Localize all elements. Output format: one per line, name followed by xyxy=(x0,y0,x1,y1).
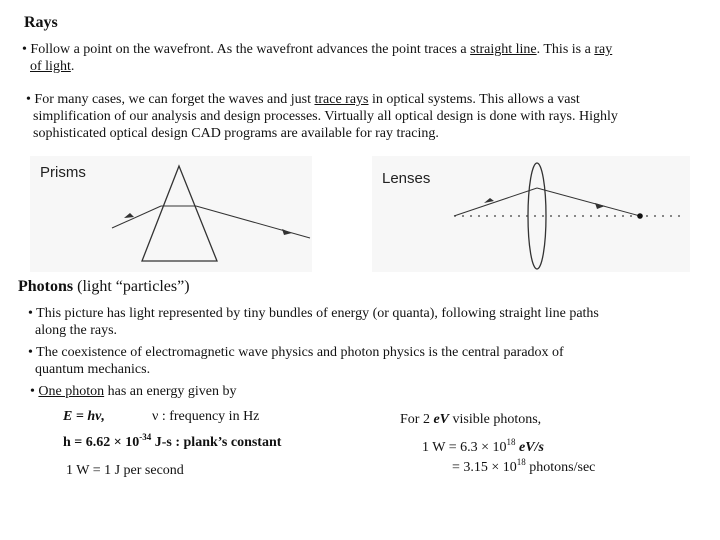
photon-energy-note xyxy=(400,412,541,428)
lens-diagram xyxy=(372,156,690,272)
photons-bullet-1-line-2: along the rays. xyxy=(35,323,118,338)
rays-bullet-1-mid: . This is a xyxy=(536,42,595,57)
rays-bullet-2 xyxy=(26,91,716,142)
watt-to-ev-conversion xyxy=(422,437,544,456)
rays-bullet-2-pre: For many cases, we can forget the waves and just xyxy=(34,92,315,107)
focal-point xyxy=(637,213,643,219)
focused-ray-arrowhead xyxy=(595,203,605,209)
photons-bullet-3-rest: has an energy given by xyxy=(104,384,237,399)
photons-bullet-3 xyxy=(30,383,236,400)
ev-unit: eV xyxy=(433,412,450,427)
straight-line-term: straight line xyxy=(470,42,537,57)
photons-bullet-1-line-1 xyxy=(28,305,708,322)
frequency-definition: ν : frequency in Hz xyxy=(152,409,260,424)
planck-pre: h = 6.62 × 10 xyxy=(63,435,140,450)
trace-rays-term: trace rays xyxy=(314,92,369,107)
photons-bullet-1-text: This picture has light represented by tiny bundles of energy (or quanta), following straight line paths xyxy=(36,306,599,321)
incident-ray xyxy=(112,206,161,228)
of-light-term: of light xyxy=(30,59,71,74)
focused-ray xyxy=(537,188,640,216)
prism-triangle xyxy=(142,166,217,261)
incident-ray-arrowhead xyxy=(124,213,134,218)
energy-equation: E = hν, xyxy=(63,409,105,424)
photons-title xyxy=(18,278,190,296)
incoming-ray-arrowhead xyxy=(484,198,494,203)
bullet-symbol: • xyxy=(28,345,33,360)
rays-bullet-1-end: . xyxy=(70,59,75,74)
bullet-symbol: • xyxy=(30,384,35,399)
photons-title-bold: Photons xyxy=(18,278,74,295)
conv2-exponent: 18 xyxy=(516,457,526,467)
incoming-ray xyxy=(454,188,537,216)
prism-figure xyxy=(30,156,312,272)
rays-bullet-1 xyxy=(22,41,712,75)
photons-bullet-2-line-1 xyxy=(28,344,708,361)
for-post: visible photons, xyxy=(449,412,542,427)
emergent-ray-arrowhead xyxy=(282,229,292,235)
planck-post: J-s : plank’s constant xyxy=(151,435,282,450)
conv2-pre: = 3.15 × 10 xyxy=(452,460,517,475)
emergent-ray xyxy=(196,206,310,238)
rays-bullet-1-pre: Follow a point on the wavefront. As the wavefront advances the point traces a xyxy=(30,42,471,57)
planck-exponent: -34 xyxy=(139,432,152,442)
conv1-exponent: 18 xyxy=(506,437,516,447)
rays-bullet-2-line-1 xyxy=(26,91,716,108)
prisms-label: Prisms xyxy=(40,164,86,181)
photons-bullet-2-text: The coexistence of electromagnetic wave physics and photon physics is the central paradox of xyxy=(36,345,564,360)
rays-bullet-2-line-3: sophisticated optical design CAD programs are available for ray tracing. xyxy=(33,126,439,141)
bullet-symbol: • xyxy=(26,92,31,107)
for-pre: For 2 xyxy=(400,412,434,427)
rays-bullet-1-line-1 xyxy=(22,41,712,58)
photons-bullet-1 xyxy=(28,305,708,339)
one-photon-term: One photon xyxy=(38,384,105,399)
lens-figure xyxy=(372,156,690,272)
watt-definition: 1 W = 1 J per second xyxy=(66,463,184,478)
conv1-unit: eV/s xyxy=(515,440,544,455)
planck-constant xyxy=(63,432,282,451)
bullet-symbol: • xyxy=(28,306,33,321)
rays-bullet-1-line-2 xyxy=(22,58,712,75)
conv2-post: photons/sec xyxy=(525,460,596,475)
ray-term: ray xyxy=(594,42,613,57)
photons-bullet-2 xyxy=(28,344,708,378)
watt-to-photons-conversion xyxy=(452,457,596,476)
rays-bullet-2-post: in optical systems. This allows a vast xyxy=(368,92,580,107)
bullet-symbol: • xyxy=(22,42,27,57)
prism-diagram xyxy=(30,156,312,272)
photons-title-rest: (light “particles”) xyxy=(73,278,190,295)
photons-bullet-2-line-2: quantum mechanics. xyxy=(35,362,151,377)
conv1-pre: 1 W = 6.3 × 10 xyxy=(422,440,507,455)
rays-bullet-2-line-2: simplification of our analysis and design processes. Virtually all optical design is done with rays. Highly xyxy=(33,109,618,124)
lenses-label: Lenses xyxy=(382,170,431,187)
rays-title: Rays xyxy=(24,14,58,31)
